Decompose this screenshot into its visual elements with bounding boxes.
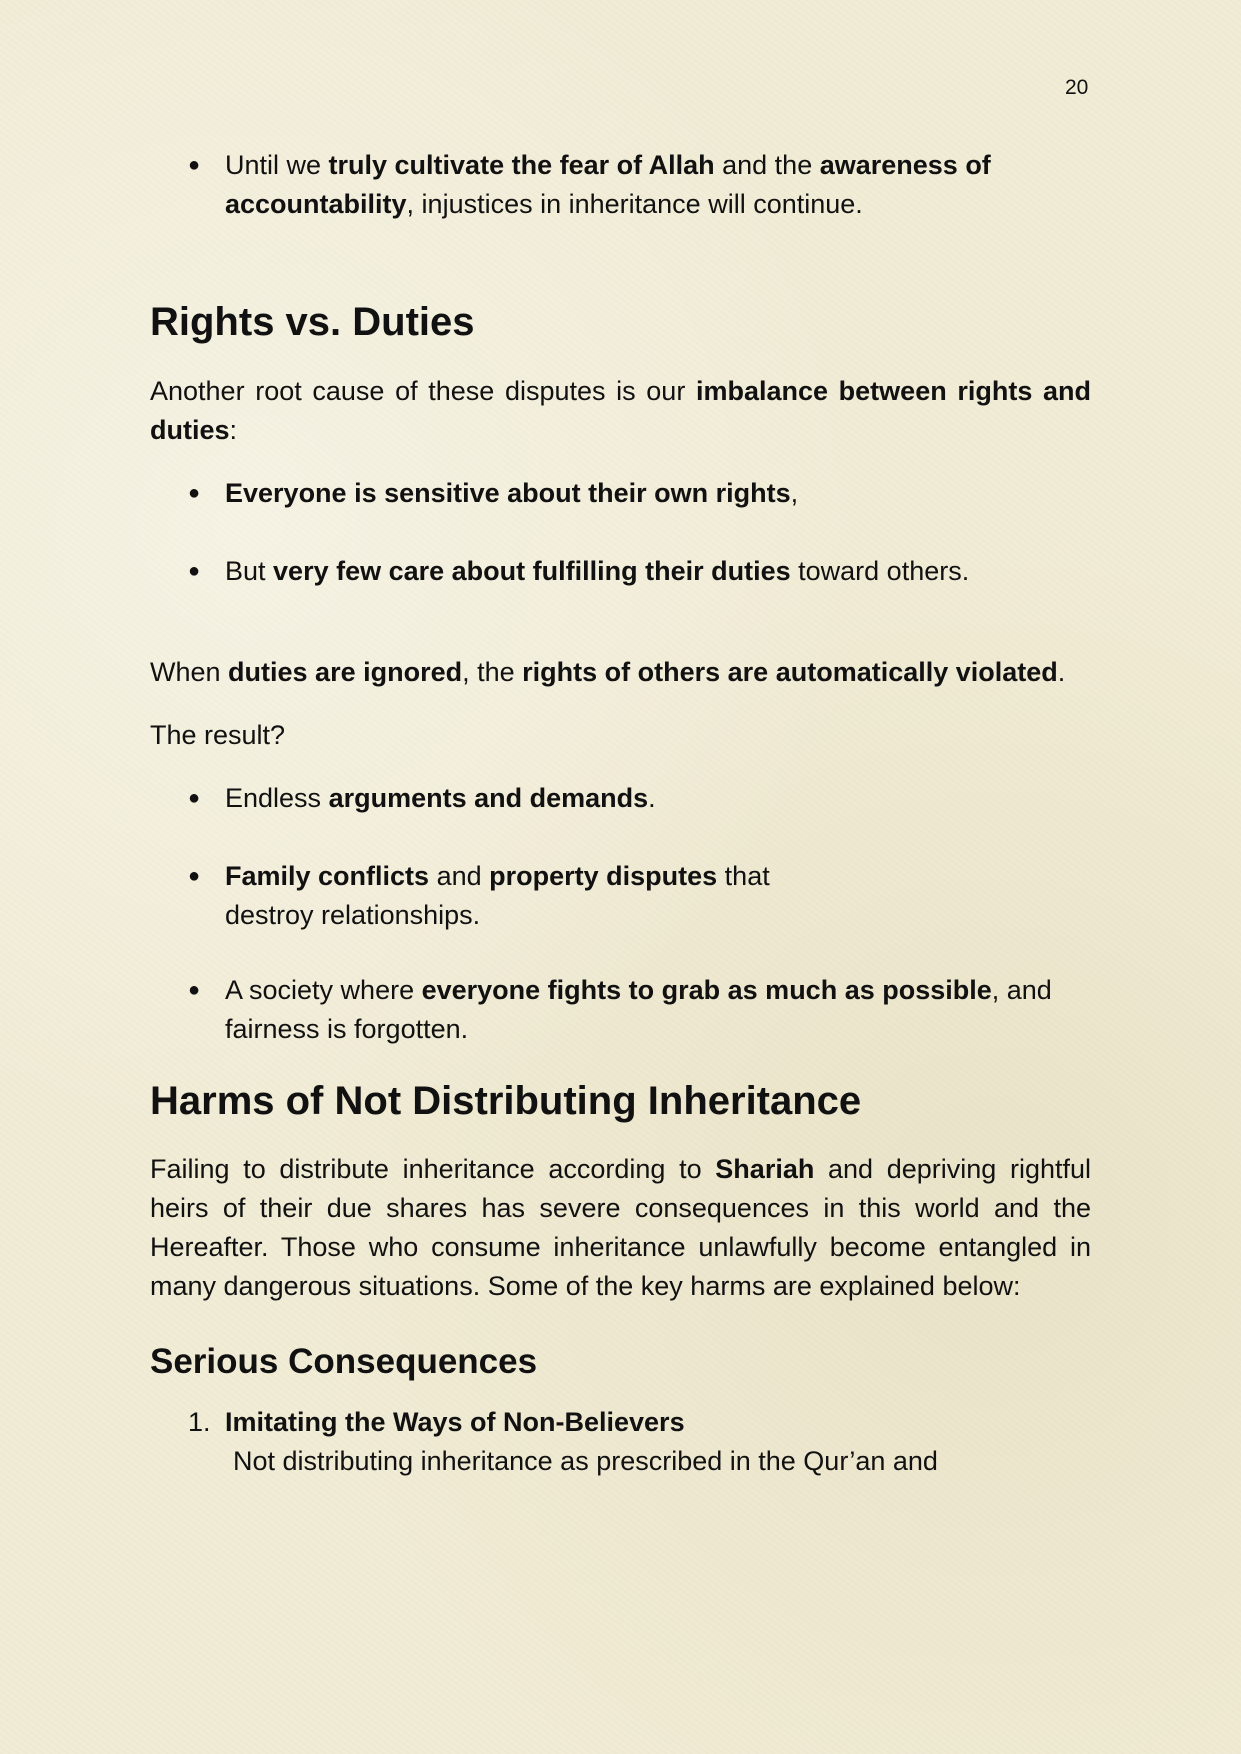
list-item: ● A society where everyone fights to grab as much as possible, and fairness is forgotten. xyxy=(150,971,1091,1049)
list-item: ● Endless arguments and demands. xyxy=(150,779,1091,818)
item-text: Not distributing inheritance as prescribed in the Qur’an and xyxy=(233,1446,938,1476)
serious-consequences-heading: Serious Consequences xyxy=(150,1342,538,1381)
harms-paragraph: Failing to distribute inheritance according to Shariah and depriving rightful heirs of their due shares has severe consequences in this world and the Hereafter. Those who consume inheritance unlawfully become entangled in many dangerous situations. Some of the key harms are explained below: xyxy=(150,1154,1091,1301)
result-label: The result? xyxy=(150,720,286,750)
consequences-list xyxy=(150,1403,1091,1481)
page-content xyxy=(150,146,1091,1481)
harms-heading: Harms of Not Distributing Inheritance xyxy=(150,1079,862,1123)
item-number: 1. xyxy=(188,1407,211,1437)
rights-bullet-list xyxy=(150,474,1091,591)
rights-intro-paragraph: Another root cause of these disputes is our imbalance between rights and duties: xyxy=(150,376,1091,445)
duties-ignored-paragraph: When duties are ignored, the rights of others are automatically violated. xyxy=(150,657,1066,687)
list-item: ● Until we truly cultivate the fear of Allah and the awareness of accountability, injustices in inheritance will continue. xyxy=(150,146,1091,224)
list-item: ● Family conflicts and property disputes that destroy relationships. xyxy=(150,857,1091,935)
list-item: ● Everyone is sensitive about their own rights, xyxy=(150,474,1091,513)
list-item xyxy=(150,1403,1091,1481)
page-number: 20 xyxy=(1065,76,1089,99)
result-bullet-list xyxy=(150,779,1091,1049)
rights-vs-duties-heading: Rights vs. Duties xyxy=(150,300,475,344)
list-item: ● But very few care about fulfilling their duties toward others. xyxy=(150,552,1091,591)
top-bullet-list xyxy=(150,146,1091,224)
item-title: Imitating the Ways of Non-Believers xyxy=(225,1407,685,1437)
